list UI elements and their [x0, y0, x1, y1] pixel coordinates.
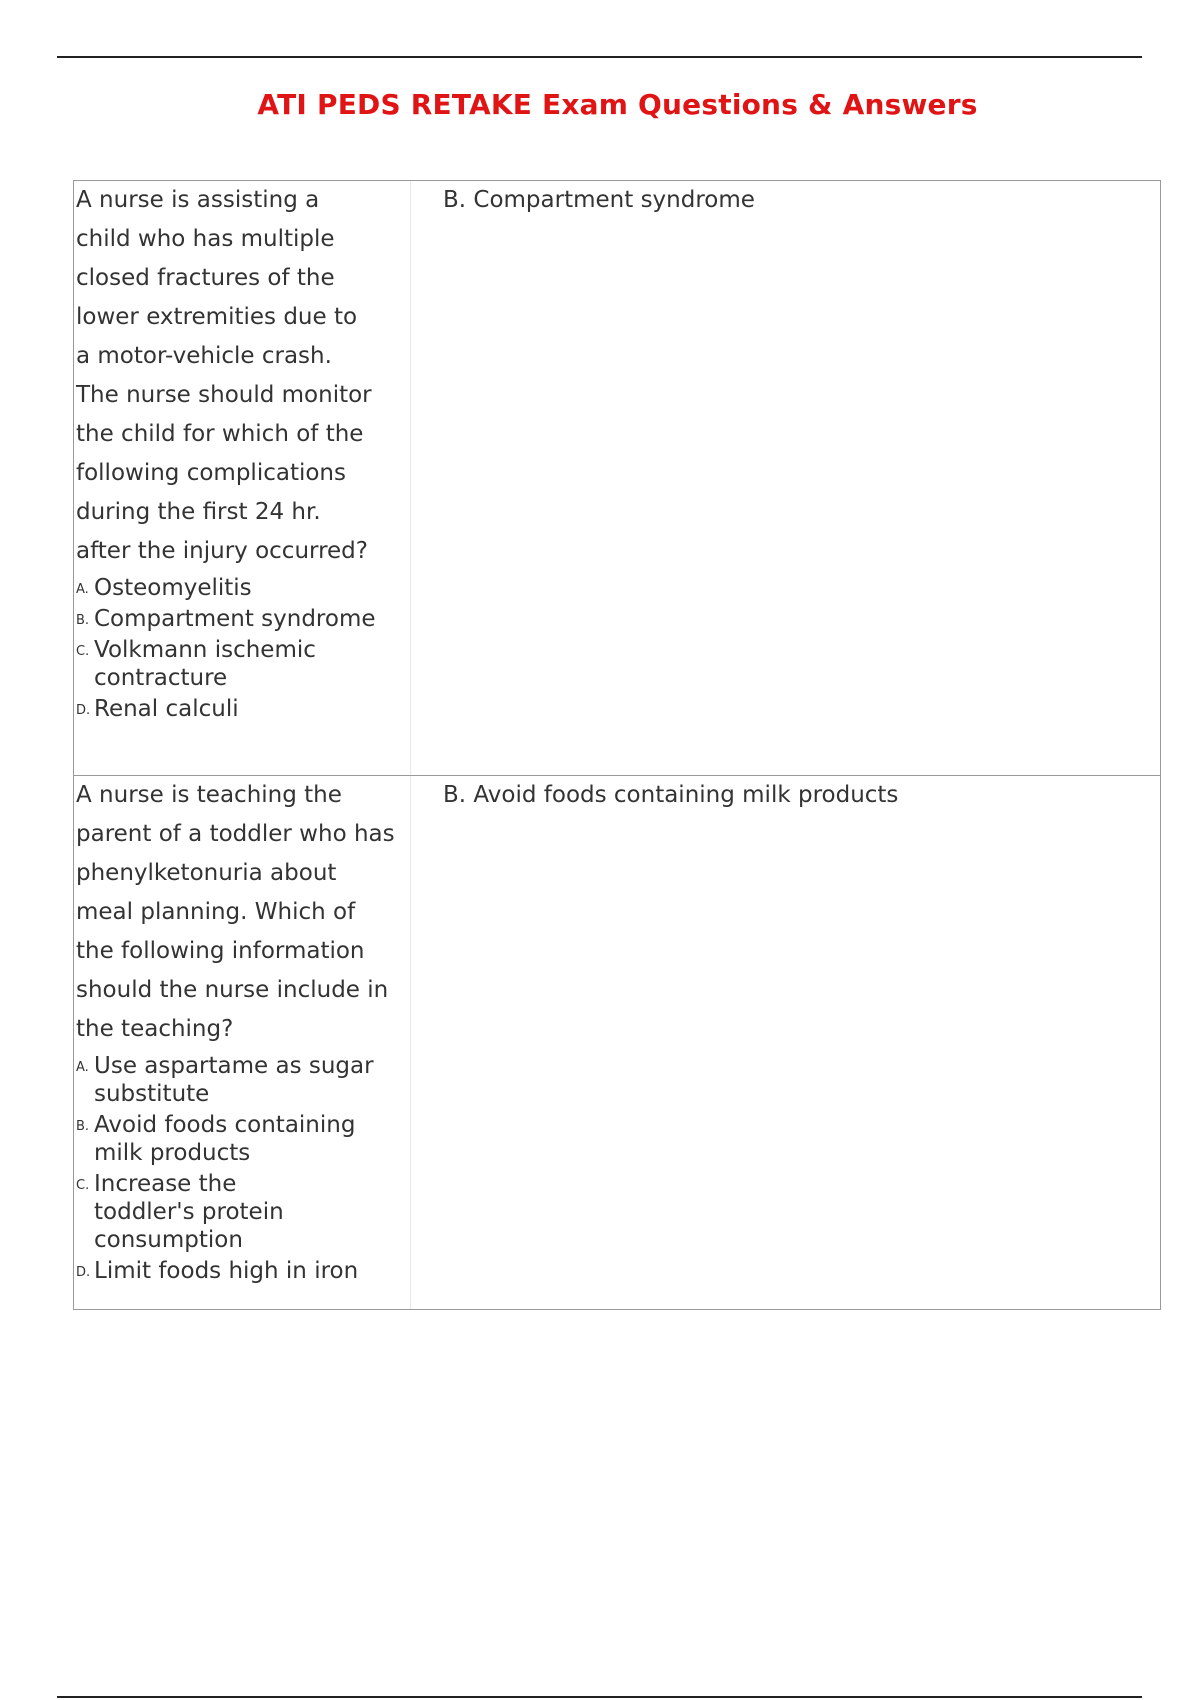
- option-letter: A.: [76, 582, 89, 597]
- option-text: Osteomyelitis: [94, 575, 252, 601]
- page-title: ATI PEDS RETAKE Exam Questions & Answers: [257, 88, 978, 121]
- option-text: Avoid foods containing milk products: [94, 1112, 356, 1166]
- option-text: Renal calculi: [94, 696, 239, 722]
- option-letter: C.: [76, 644, 90, 659]
- option-text: Increase the toddler's protein consumption: [94, 1171, 284, 1253]
- table-row: [74, 776, 1160, 1309]
- table-row: [74, 181, 1160, 776]
- option-d: [76, 695, 410, 723]
- option-letter: B.: [76, 613, 90, 628]
- option-letter: B.: [76, 1119, 90, 1134]
- option-letter: A.: [76, 1060, 89, 1075]
- option-c: [76, 1170, 410, 1254]
- footer-rule: [57, 1696, 1142, 1698]
- option-b: [76, 1111, 410, 1167]
- option-letter: D.: [76, 1265, 91, 1280]
- question-cell: [74, 776, 411, 1309]
- option-text: Volkmann ischemic contracture: [94, 637, 316, 691]
- qa-table: [73, 180, 1161, 1310]
- option-b: [76, 605, 410, 633]
- option-text: Use aspartame as sugar substitute: [94, 1053, 374, 1107]
- option-a: [76, 1052, 410, 1108]
- option-a: [76, 574, 410, 602]
- option-text: Compartment syndrome: [94, 606, 376, 632]
- option-d: [76, 1257, 410, 1285]
- header-rule: [57, 56, 1142, 58]
- question-text: A nurse is assisting a child who has multiple closed fractures of the lower extremities due to a motor-vehicle crash. The nurse should monitor the child for which of the following complications during the first 24 hr. after the injury occurred?: [76, 187, 372, 564]
- answer-cell: [411, 181, 1160, 775]
- question-cell: [74, 181, 411, 775]
- answer-cell: [411, 776, 1160, 1309]
- option-letter: C.: [76, 1178, 90, 1193]
- answer-text: B. Avoid foods containing milk products: [443, 782, 899, 808]
- answer-text: B. Compartment syndrome: [443, 187, 755, 213]
- option-c: [76, 636, 410, 692]
- option-letter: D.: [76, 703, 91, 718]
- question-text: A nurse is teaching the parent of a toddler who has phenylketonuria about meal planning. Which of the following information should the nurse include in the teaching?: [76, 782, 395, 1042]
- option-text: Limit foods high in iron: [94, 1258, 359, 1284]
